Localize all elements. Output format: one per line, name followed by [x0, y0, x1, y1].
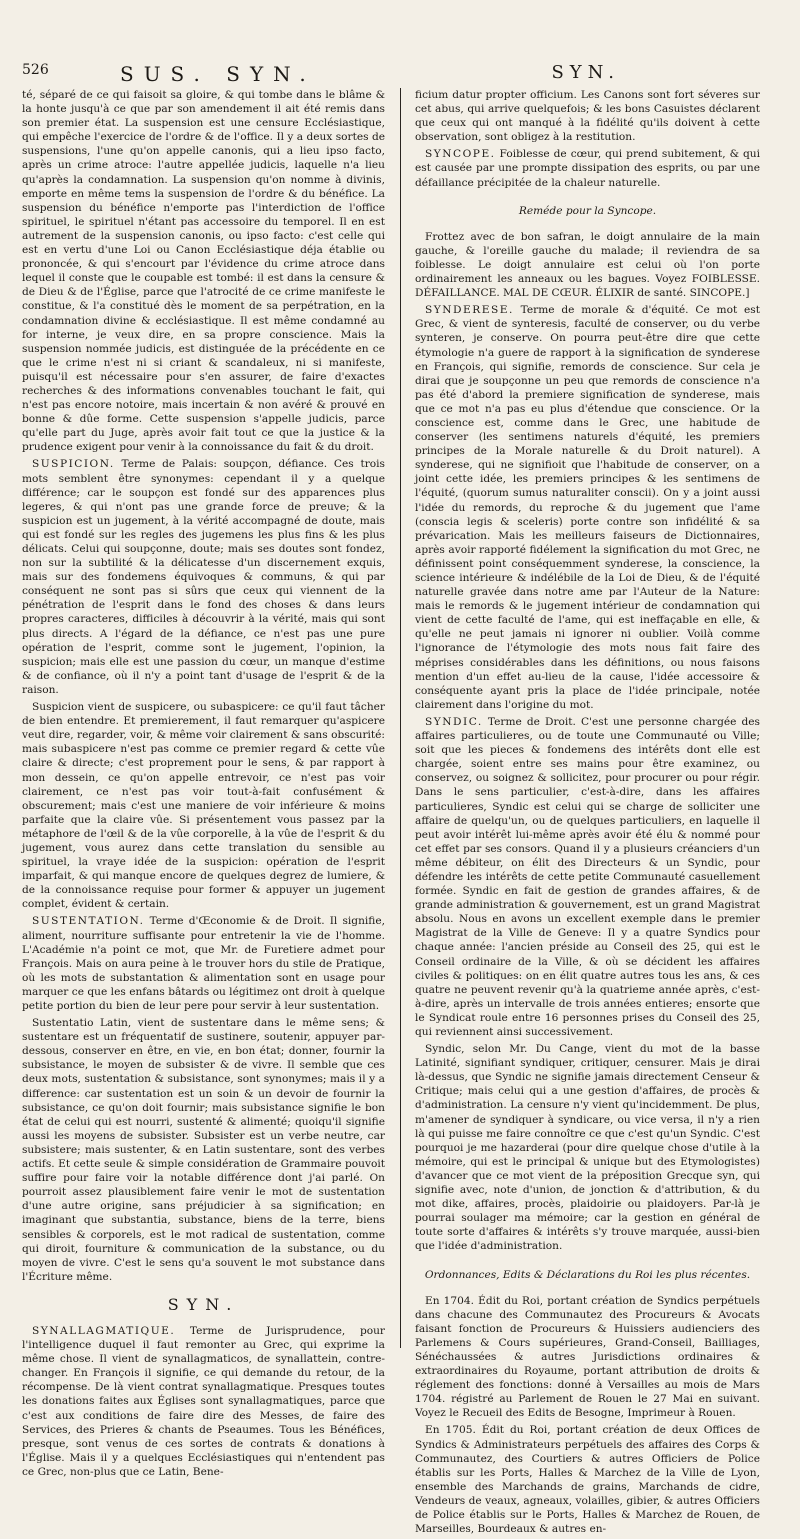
paragraph: té, séparé de ce qui faisoit sa gloire, & qui tombe dans le blâme & la honte jusqu'à ce que par son amendement il ait été remis dans son premier état. La suspension est une censure Ecclésiastique, qui empêche l'exercice de l'ordre & de l'office. Il y a deux sortes de suspensions, l'une qu'on appelle canonis, qui a lieu ipso facto, après un crime atroce: l'autre appellée judicis, laquelle n'a lieu qu'après la condamnation. La suspension qu'on nomme à divinis, emporte en même tems la suspension de l'ordre & du bénéfice. La suspension du bénéfice n'emporte pas l'interdiction de l'office spirituel, le spirituel n'étant pas accessoire du temporel. Il en est autrement de la suspension canonis, ou ipso facto: c'est celle qui est en vertu d'une Loi ou Canon Ecclésiastique déja établie ou prononcée, & qui s'encourt par l'évidence du crime atroce dans lequel il conste que le coupable est tombé: il est dans la censure & de Dieu & de l'Église, parce que l'atrocité de ce crime manifeste le constitue, & l'a constitué dès le moment de sa perpétration, en la condamnation divine & ecclésiastique. Il est même condamné au for interne, je veux dire, en sa propre conscience. Mais la suspension nommée judicis, est distinguée de la précédente en ce que le crime n'est ni si criant & scandaleux, ni si manifeste, puisqu'il est nécessaire pour s'en assurer, de faire d'exactes recherches & des informations convenables touchant le fait, qui n'est pas encore notoire, mais incertain & non avéré & prouvé en bonne & dûe forme. Cette suspension s'appelle judicis, parce qu'elle part du Juge, après avoir fait tout ce que la justice & la prudence exigent pour venir à la connoissance du fait & du droit. [22, 89, 385, 454]
subheading-remede: Reméde pour la Syncope. [518, 204, 657, 217]
paragraph: Suspicion vient de suspicere, ou subaspicere: ce qu'il faut tâcher de bien entendre. Et premierement, il faut remarquer qu'aspicere veut dire, regarder, voir, & même voir clairement & sans obscurité: mais subaspicere n'est pas comme ce premier regard & cette vûe claire & directe; c'est proprement pour le sens, & par rapport à mon dessein, ce qu'on appelle entrevoir, ce n'est pas voir clairement, ce n'est pas voir tout-à-fait confusément & obscurement; mais c'est une maniere de voir inférieure & moins parfaite que la claire vûe. Si présentement vous passez par la métaphore de l'œil & de la vûe corporelle, à la vûe de l'esprit & du jugement, vous aurez dans cette translation du sensible au spirituel, la vraye idée de la suspicion: opération de l'esprit imparfait, & qui manque encore de quelques degrez de lumiere, & de la connoissance requise pour former & appuyer un jugement complet, évident & certain. [22, 701, 385, 911]
page-number: 526 [22, 62, 49, 78]
left-running-head: SUS. SYN. [120, 62, 316, 86]
entry-text: Terme de Jurisprudence, pour l'intelligence duquel il faut remonter au Grec, qui exprime la même chose. Il vient de synallagmaticos, de synallattein, contre-changer. En François il signifie, ce qui demande du retour, de la récompense. De là vient contrat synallagmatique. Presques toutes les donations faites aux Églises sont synallagmatiques, parce que c'est aux conditions de faire dire des Messes, de faire des Services, des Prieres & chants de Pseaumes. Tous les Bénéfices, presque, sont venus de ces sortes de contrats & donations à l'Église. Mais il y a quelques Ecclésiastiques qui n'entendent pas ce Grec, non-plus que ce Latin, Bene- [22, 1324, 385, 1478]
entry-syndic [415, 715, 760, 1039]
entry-text: Terme d'Œconomie & de Droit. Il signifie, aliment, nourriture suffisante pour entretenir la vie de l'homme. L'Académie n'a point ce mot, que Mr. de Furetiere admet pour François. Mais on aura peine à le trouver hors du stile de Pratique, où les mots de substantation & alimentation sont en usage pour marquer ce que les enfans bâtards ou légitimez ont droit à quelque petite portion du bien de leur pere pour servir à leur sustentation. [22, 915, 385, 1012]
entry-text: Foiblesse de cœur, qui prend subitement, & qui est causée par une prompte dissipation des esprits, ou par une défaillance précipitée de la chaleur naturelle. [415, 148, 760, 189]
paragraph: ficium datur propter officium. Les Canons sont fort séveres sur cet abus, qui arrive quelquefois; & les bons Casuistes déclarent que ceux qui ont manqué à la fidélité qu'ils doivent à cette observation, sont obligez à la restitution. [415, 89, 760, 144]
entry-term: SUSPICION. [32, 458, 115, 471]
entry-text: Terme de Palais: soupçon, défiance. Ces trois mots semblent être synonymes: cependant il y a quelque différence; car le soupçon est fondé sur des apparences plus legeres, & qui n'ont pas une grande force de preuve; & la suspicion est un jugement, à la vérité accompagné de doute, mais qui est fondé sur les regles des jugemens les plus fins & les plus délicats. Celui qui soupçonne, doute; mais ses doutes sont fondez, non sur la subtilité & la délicatesse d'un discernement exquis, mais sur des fondemens équivoques & communs, & qui par conséquent ne sont pas si sûrs que ceux qui viennent de la pénétration de l'esprit dans le fond des choses & dans leurs propres caracteres, difficiles à découvrir à la vérité, mais qui sont plus directs. A l'égard de la défiance, ce n'est pas une pure opération de l'esprit, comme sont le jugement, l'opinion, la suspicion; mais elle est une passion du cœur, un manque d'estime & de confiance, où il n'y a point tant d'usage de l'esprit & de la raison. [22, 458, 385, 696]
entry-synderese [415, 303, 760, 712]
entry-text: Terme de Droit. C'est une personne chargée des affaires particulieres, ou de toute une Communauté ou Ville; soit que les pieces & fondemens des intérêts dont elle est chargée, soient entre ses mains pour être examinez, ou conservez, ou soignez & sollicitez, pour procurer ou pour régir. Dans le sens particulier, c'est-à-dire, dans les affaires particulieres, Syndic est celui qui se charge de solliciter une affaire de quelqu'un, ou de quelques particuliers, en laquelle il peut avoir intérêt lui-même après avoir été élu & nommé pour cet effet par ses consors. Quand il y a plusieurs créanciers d'un même débiteur, on élit des Directeurs & un Syndic, pour défendre les intérêts de cette petite Communauté casuellement formée. Syndic en fait de gestion de grandes affaires, & de grande administration & gouvernement, est un grand Magistrat absolu. Nous en avons un excellent exemple dans le premier Magistrat de la Ville de Geneve: Il y a quatre Syndics pour chaque année: l'ancien préside au Conseil des 25, qui est le Conseil ordinaire de la Ville, & où se décident les affaires civiles & politiques: on en élit quatre autres tous les ans, & ces quatre ne peuvent revenir qu'à la quatrieme année après, c'est-à-dire, après un intervalle de trois années entieres; ensorte que le Syndicat roule entre 16 personnes prises du Conseil des 25, qui reviennent ainsi successivement. [415, 715, 760, 1038]
entry-term: SYNALLAGMATIQUE. [32, 1324, 176, 1337]
paragraph: Sustentatio Latin, vient de sustentare dans le même sens; & sustentare est un fréquentatif de sustinere, soutenir, appuyer par-dessous, conserver en être, en vie, en bon état; donner, fournir la subsistance, le moyen de subsister & de vivre. Il semble que ces deux mots, sustentation & subsistance, sont synonymes; mais il y a difference: car sustentation est un soin & un devoir de fournir la subsistance, ce qu'on doit fournir; mais subsistance signifie le bon état de celui qui est nourri, sustenté & alimenté; quoiqu'il signifie aussi les moyens de subsister. Subsister est un verbe neutre, car subsistere; mais sustenter, & en Latin sustentare, sont des verbes actifs. Et cette seule & simple considération de Grammaire pouvoit suffire pour faire voir la notable différence dont j'ai parlé. On pourroit assez plausiblement faire venir le mot de sustentation d'une autre origine, sans préjudicier à sa signification; en imaginant que substantia, substance, biens de la terre, biens sensibles & corporels, est le mot radical de sustentation, comme qui diroit, fourniture & communication de la substance, ou du moyen de vivre. C'est le sens qu'a souvent le mot substance dans l'Écriture même. [22, 1017, 385, 1283]
entry-term: SUSTENTATION. [32, 915, 145, 928]
entry-term: SYNCOPE. [425, 148, 496, 161]
entry-suspicion [22, 457, 385, 697]
entry-term: SYNDIC. [425, 715, 483, 728]
entry-synallagmatique [22, 1324, 385, 1479]
section-heading: SYN. [167, 1294, 240, 1314]
left-column [22, 88, 385, 1482]
page-header [20, 62, 780, 86]
right-running-head: SYN. [551, 62, 620, 83]
column-divider [400, 88, 401, 1348]
paragraph: En 1704. Édit du Roi, portant création de Syndics perpétuels dans chacune des Communautez des Procureurs & Avocats faisant fonction de Procureurs & Huissiers audienciers des Parlemens & Cours supérieures, Grand-Conseil, Bailliages, Sénéchaussées & autres Jurisdictions ordinaires & extraordinaires du Royaume, portant attribution de droits & réglement des fonctions: donné à Versailles au mois de Mars 1704. régistré au Parlement de Rouen le 27 Mai en suivant. Voyez le Recueil des Edits de Besogne, Imprimeur à Rouen. [415, 1294, 760, 1420]
paragraph: Syndic, selon Mr. Du Cange, vient du mot de la basse Latinité, signifiant syndiquer, critiquer, censurer. Mais je dirai là-dessus, que Syndic ne signifie jamais directement Censeur & Critique; mais celui qui a une gestion d'affaires, de procès & d'administration. La censure n'y vient qu'incidemment. De plus, m'amener de syndiquer à syndicare, ou vice versa, il n'y a rien là qui puisse me faire connoître ce que c'est qu'un Syndic. C'est pourquoi je me hazarderai (pour dire quelque chose d'utile à la mémoire, qui est le principal & unique but des Etymologistes) d'avancer que ce mot vient de la préposition Grecque syn, qui signifie avec, note d'union, de jonction & d'attribution, & du mot dike, affaires, procès, plaidoirie ou plaidoyers. Par-là je pourrai soulager ma mémoire; car la gestion en général de toute sorte d'affaires & intérêts s'y trouve marquée, aussi-bien que l'idée d'administration. [415, 1043, 760, 1253]
entry-sustentation [22, 914, 385, 1013]
paragraph: En 1705. Édit du Roi, portant création de deux Offices de Syndics & Administrateurs perpétuels des affaires des Corps & Communautez, des Courtiers & autres Officiers de Police établis sur les Ports, Halles & Marchez de la Ville de Lyon, ensemble des Marchands de grains, Marchands de cidre, Vendeurs de veaux, agneaux, volailles, gibier, & autres Officiers de Police établis sur le Ports, Halles & Marchez de Rouen, de Marseilles, Bourdeaux & autres en- [415, 1424, 760, 1536]
entry-term: SYNDERESE. [425, 304, 514, 317]
entry-text: Terme de morale & d'équité. Ce mot est Grec, & vient de synteresis, faculté de conserver, ou du verbe synteren, je conserve. On pourra peut-être dire que cette étymologie n'a guere de rapport à la signification de synderese en François, qui signifie, remords de conscience. Sur cela je dirai que je soupçonne un peu que remords de conscience n'a pas été d'abord la premiere signification de synderese, mais que ce mot n'a pas eu plus d'étendue que conscience. Or la conscience est, comme dans le Grec, une habitude de conserver (les sentimens naturels d'équité, les premiers principes de la Morale naturelle & du Droit naturel). A synderese, qui ne signifioit que l'habitude de conserver, on a joint cette idée, les premiers principes & les sentimens de l'équité, (quorum sumus naturaliter conscii). On y a joint aussi l'idée du remords, du reproche & du jugement que l'ame (conscia legis & sceleris) porte contre son infidélité & sa prévarication. Mais les meilleurs faiseurs de Dictionnaires, après avoir rapporté fidélement la signification du mot Grec, ne définissent point conséquemment synderese, la conscience, la science intérieure & indélébile de la Loi de Dieu, & de l'équité naturelle gravée dans notre ame par l'Auteur de la Nature: mais le remords & le jugement intérieur de condamnation qui vient de cette faculté de l'ame, qui est ineffaçable en elle, & qu'elle ne peut jamais ni ignorer ni oublier. Voilà comme l'ignorance de l'étymologie des mots nous fait faire des méprises considérables dans les définitions, ou nous faisons mention d'un effet au-lieu de la cause, l'idée accessoire & conséquente ayant pris la place de l'idée principale, notée clairement dans l'origine du mot. [415, 304, 760, 711]
right-column [415, 88, 760, 1539]
subheading-ordonnances: Ordonnances, Edits & Déclarations du Roi les plus récentes. [424, 1268, 751, 1281]
paragraph: Frottez avec de bon safran, le doigt annulaire de la main gauche, & l'oreille gauche du malade; il reviendra de sa foiblesse. Le doigt annulaire est celui où l'on porte ordinairement les anneaux ou les bagues. Voyez FOIBLESSE. DÉFAILLANCE. MAL DE CŒUR. ÉLIXIR de santé. SINCOPE.] [415, 230, 760, 300]
entry-syncope [415, 147, 760, 189]
